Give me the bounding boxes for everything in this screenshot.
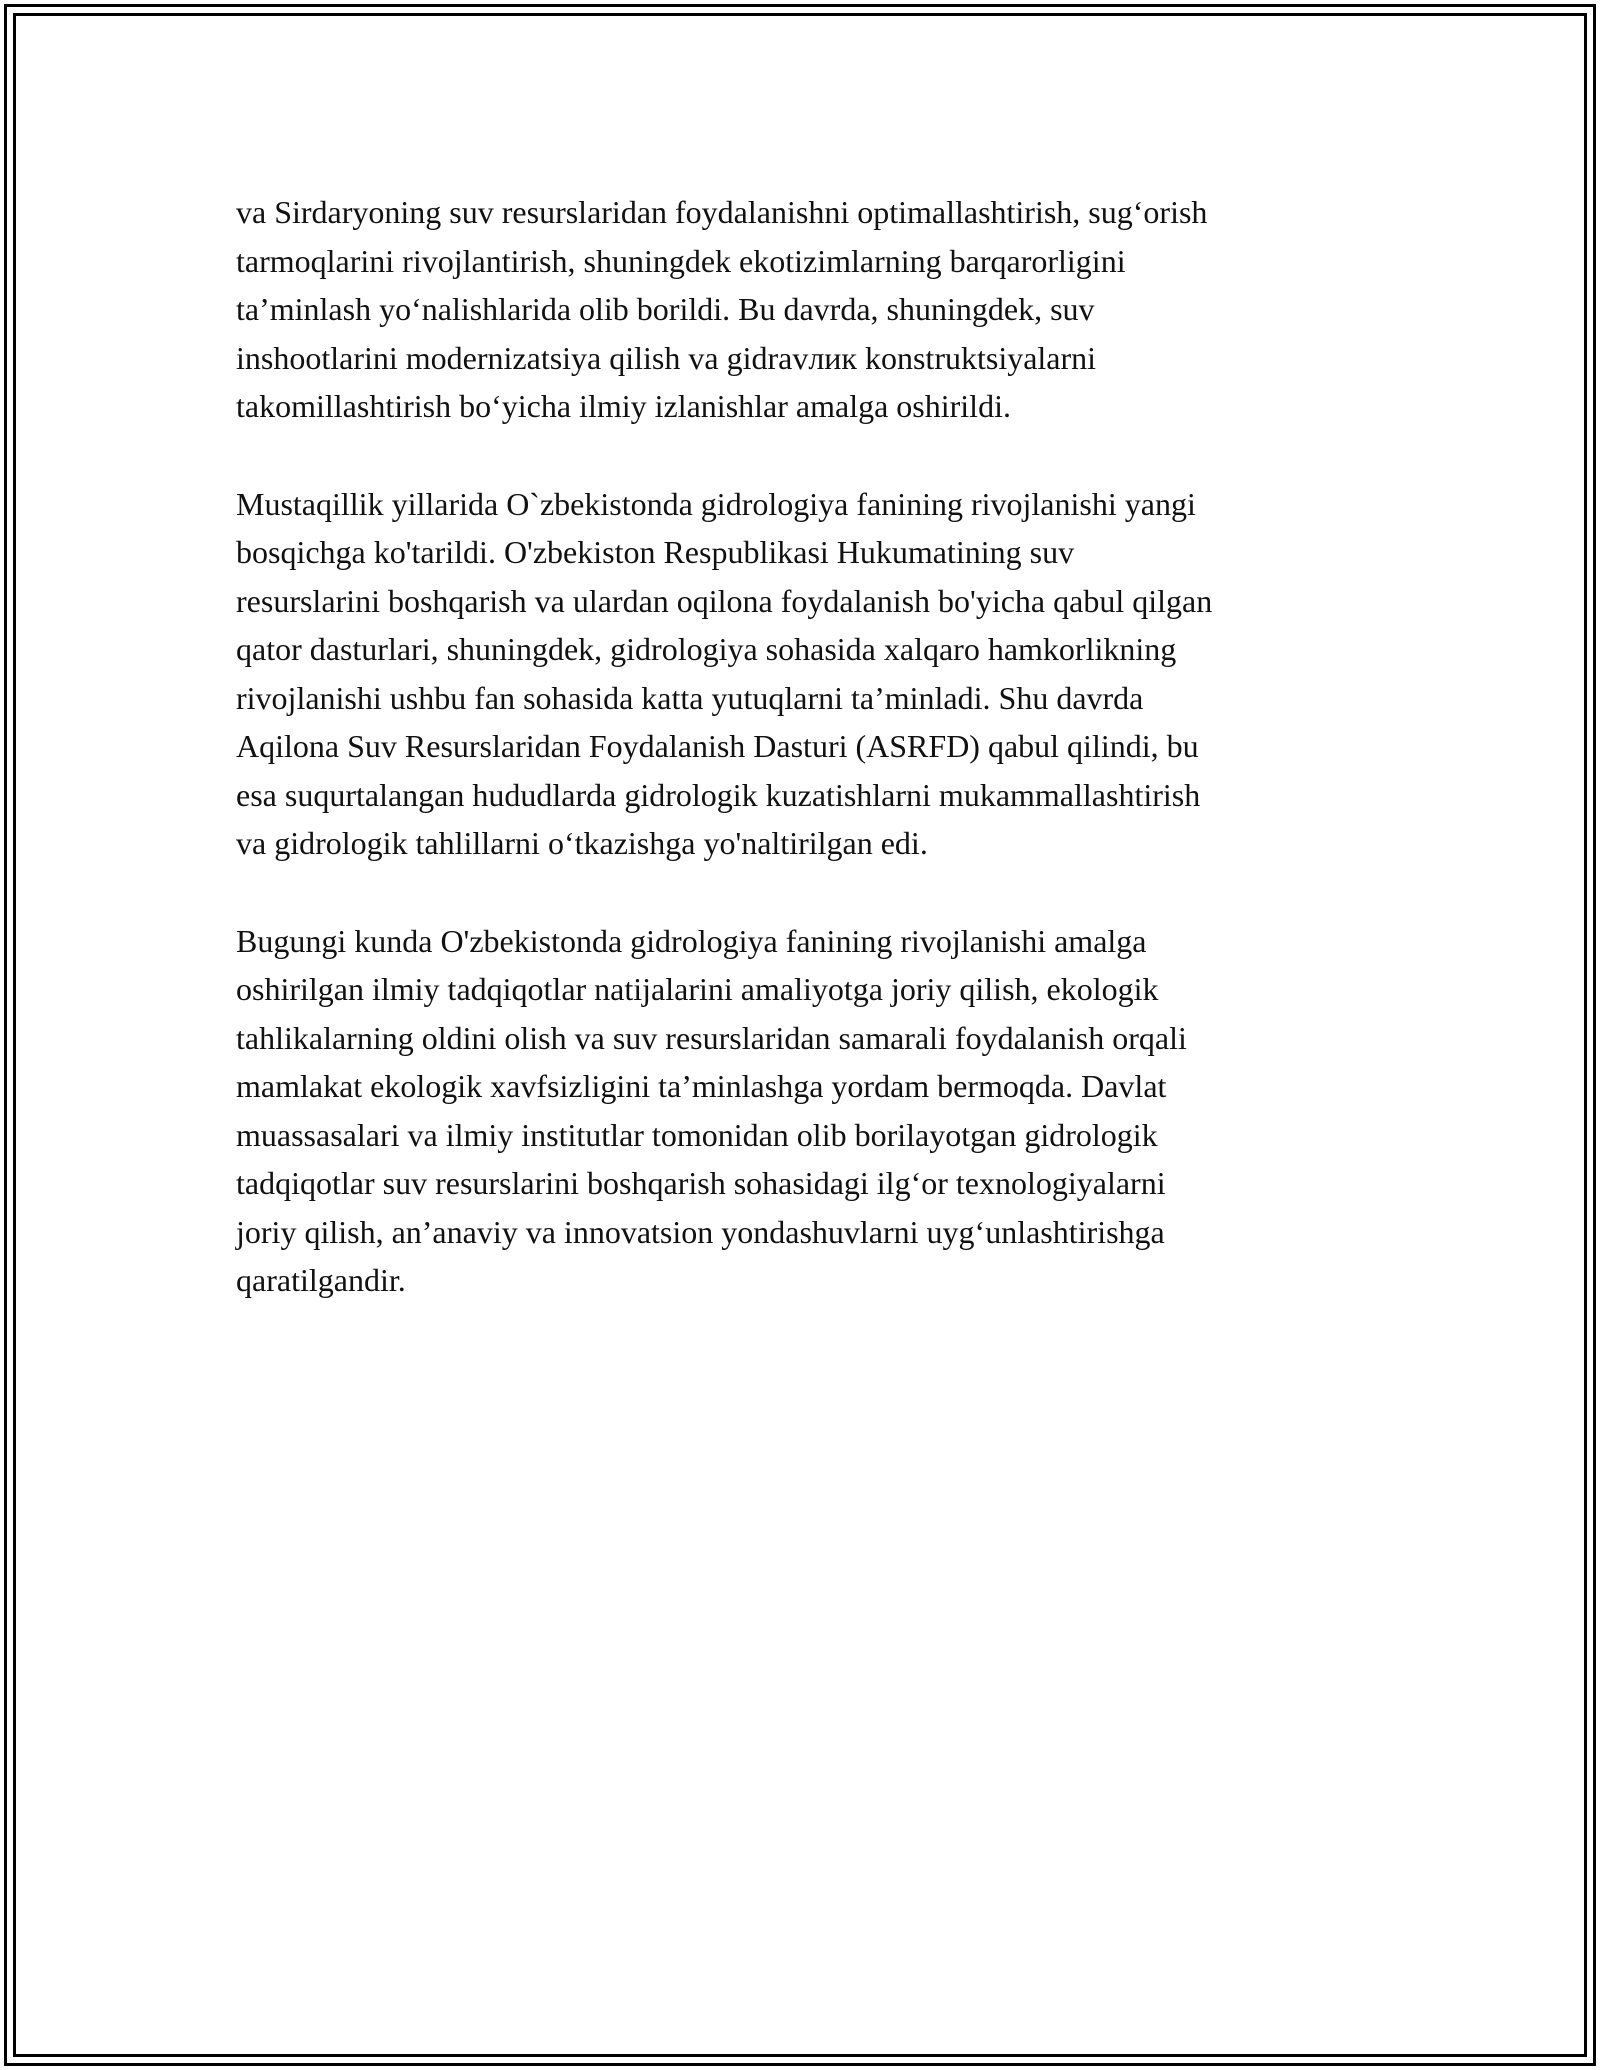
text-line: va Sirdaryoning suv resurslaridan foydalanishni optimallashtirish, sug‘orish bbox=[236, 194, 1208, 230]
text-line: tahlikalarning oldini olish va suv resurslaridan samarali foydalanish orqali bbox=[236, 1019, 1187, 1056]
paragraph-2 bbox=[236, 480, 1366, 868]
text-line: mamlakat ekologik xavfsizligini ta’minlashga yordam bermoqda. Davlat bbox=[236, 1068, 1167, 1104]
text-line: rivojlanishi ushbu fan sohasida katta yutuqlarni ta’minladi. Shu davrda bbox=[236, 679, 1144, 716]
text-line: resurslarini boshqarish va ulardan oqilona foydalanish bo'yicha qabul qilgan bbox=[236, 582, 1213, 619]
text-line: ta’minlash yo‘nalishlarida olib borildi. Bu davrda, shuningdek, suv bbox=[236, 291, 1095, 327]
paragraph-1 bbox=[236, 188, 1366, 431]
text-line: muassasalari va ilmiy institutlar tomonidan olib borilayotgan gidrologik bbox=[236, 1116, 1158, 1153]
text-line: Aqilona Suv Resurslaridan Foydalanish Dasturi (ASRFD) qabul qilindi, bu bbox=[236, 728, 1199, 764]
text-line: tarmoqlarini rivojlantirish, shuningdek ekotizimlarning barqarorligini bbox=[236, 242, 1126, 279]
text-line: inshootlarini modernizatsiya qilish va gidravлик konstruktsiyalarni bbox=[236, 339, 1097, 376]
text-line: oshirilgan ilmiy tadqiqotlar natijalarini amaliyotga joriy qilish, ekologik bbox=[236, 971, 1159, 1007]
text-line: takomillashtirish bo‘yicha ilmiy izlanishlar amalga oshirildi. bbox=[236, 388, 1011, 424]
text-line: va gidrologik tahlillarni o‘tkazishga yo'naltirilgan edi. bbox=[236, 825, 928, 861]
text-line: joriy qilish, an’anaviy va innovatsion yondashuvlarni uyg‘unlashtirishga bbox=[236, 1213, 1165, 1250]
text-line: esa suqurtalangan hududlarda gidrologik kuzatishlarni mukammallashtirish bbox=[236, 776, 1201, 813]
paragraph-3 bbox=[236, 917, 1366, 1305]
text-line: qaratilgandir. bbox=[236, 1262, 406, 1298]
text-line: tadqiqotlar suv resurslarini boshqarish sohasidagi ilg‘or texnologiyalarni bbox=[236, 1165, 1166, 1201]
text-line: qator dasturlari, shuningdek, gidrologiya sohasida xalqaro hamkorlikning bbox=[236, 631, 1177, 667]
text-line: Bugungi kunda O'zbekistonda gidrologiya fanining rivojlanishi amalga bbox=[236, 922, 1147, 959]
text-line: Mustaqillik yillarida O`zbekistonda gidrologiya fanining rivojlanishi yangi bbox=[236, 485, 1196, 522]
document-body bbox=[236, 188, 1366, 1354]
text-line: bosqichga ko'tarildi. O'zbekiston Respublikasi Hukumatining suv bbox=[236, 534, 1075, 570]
